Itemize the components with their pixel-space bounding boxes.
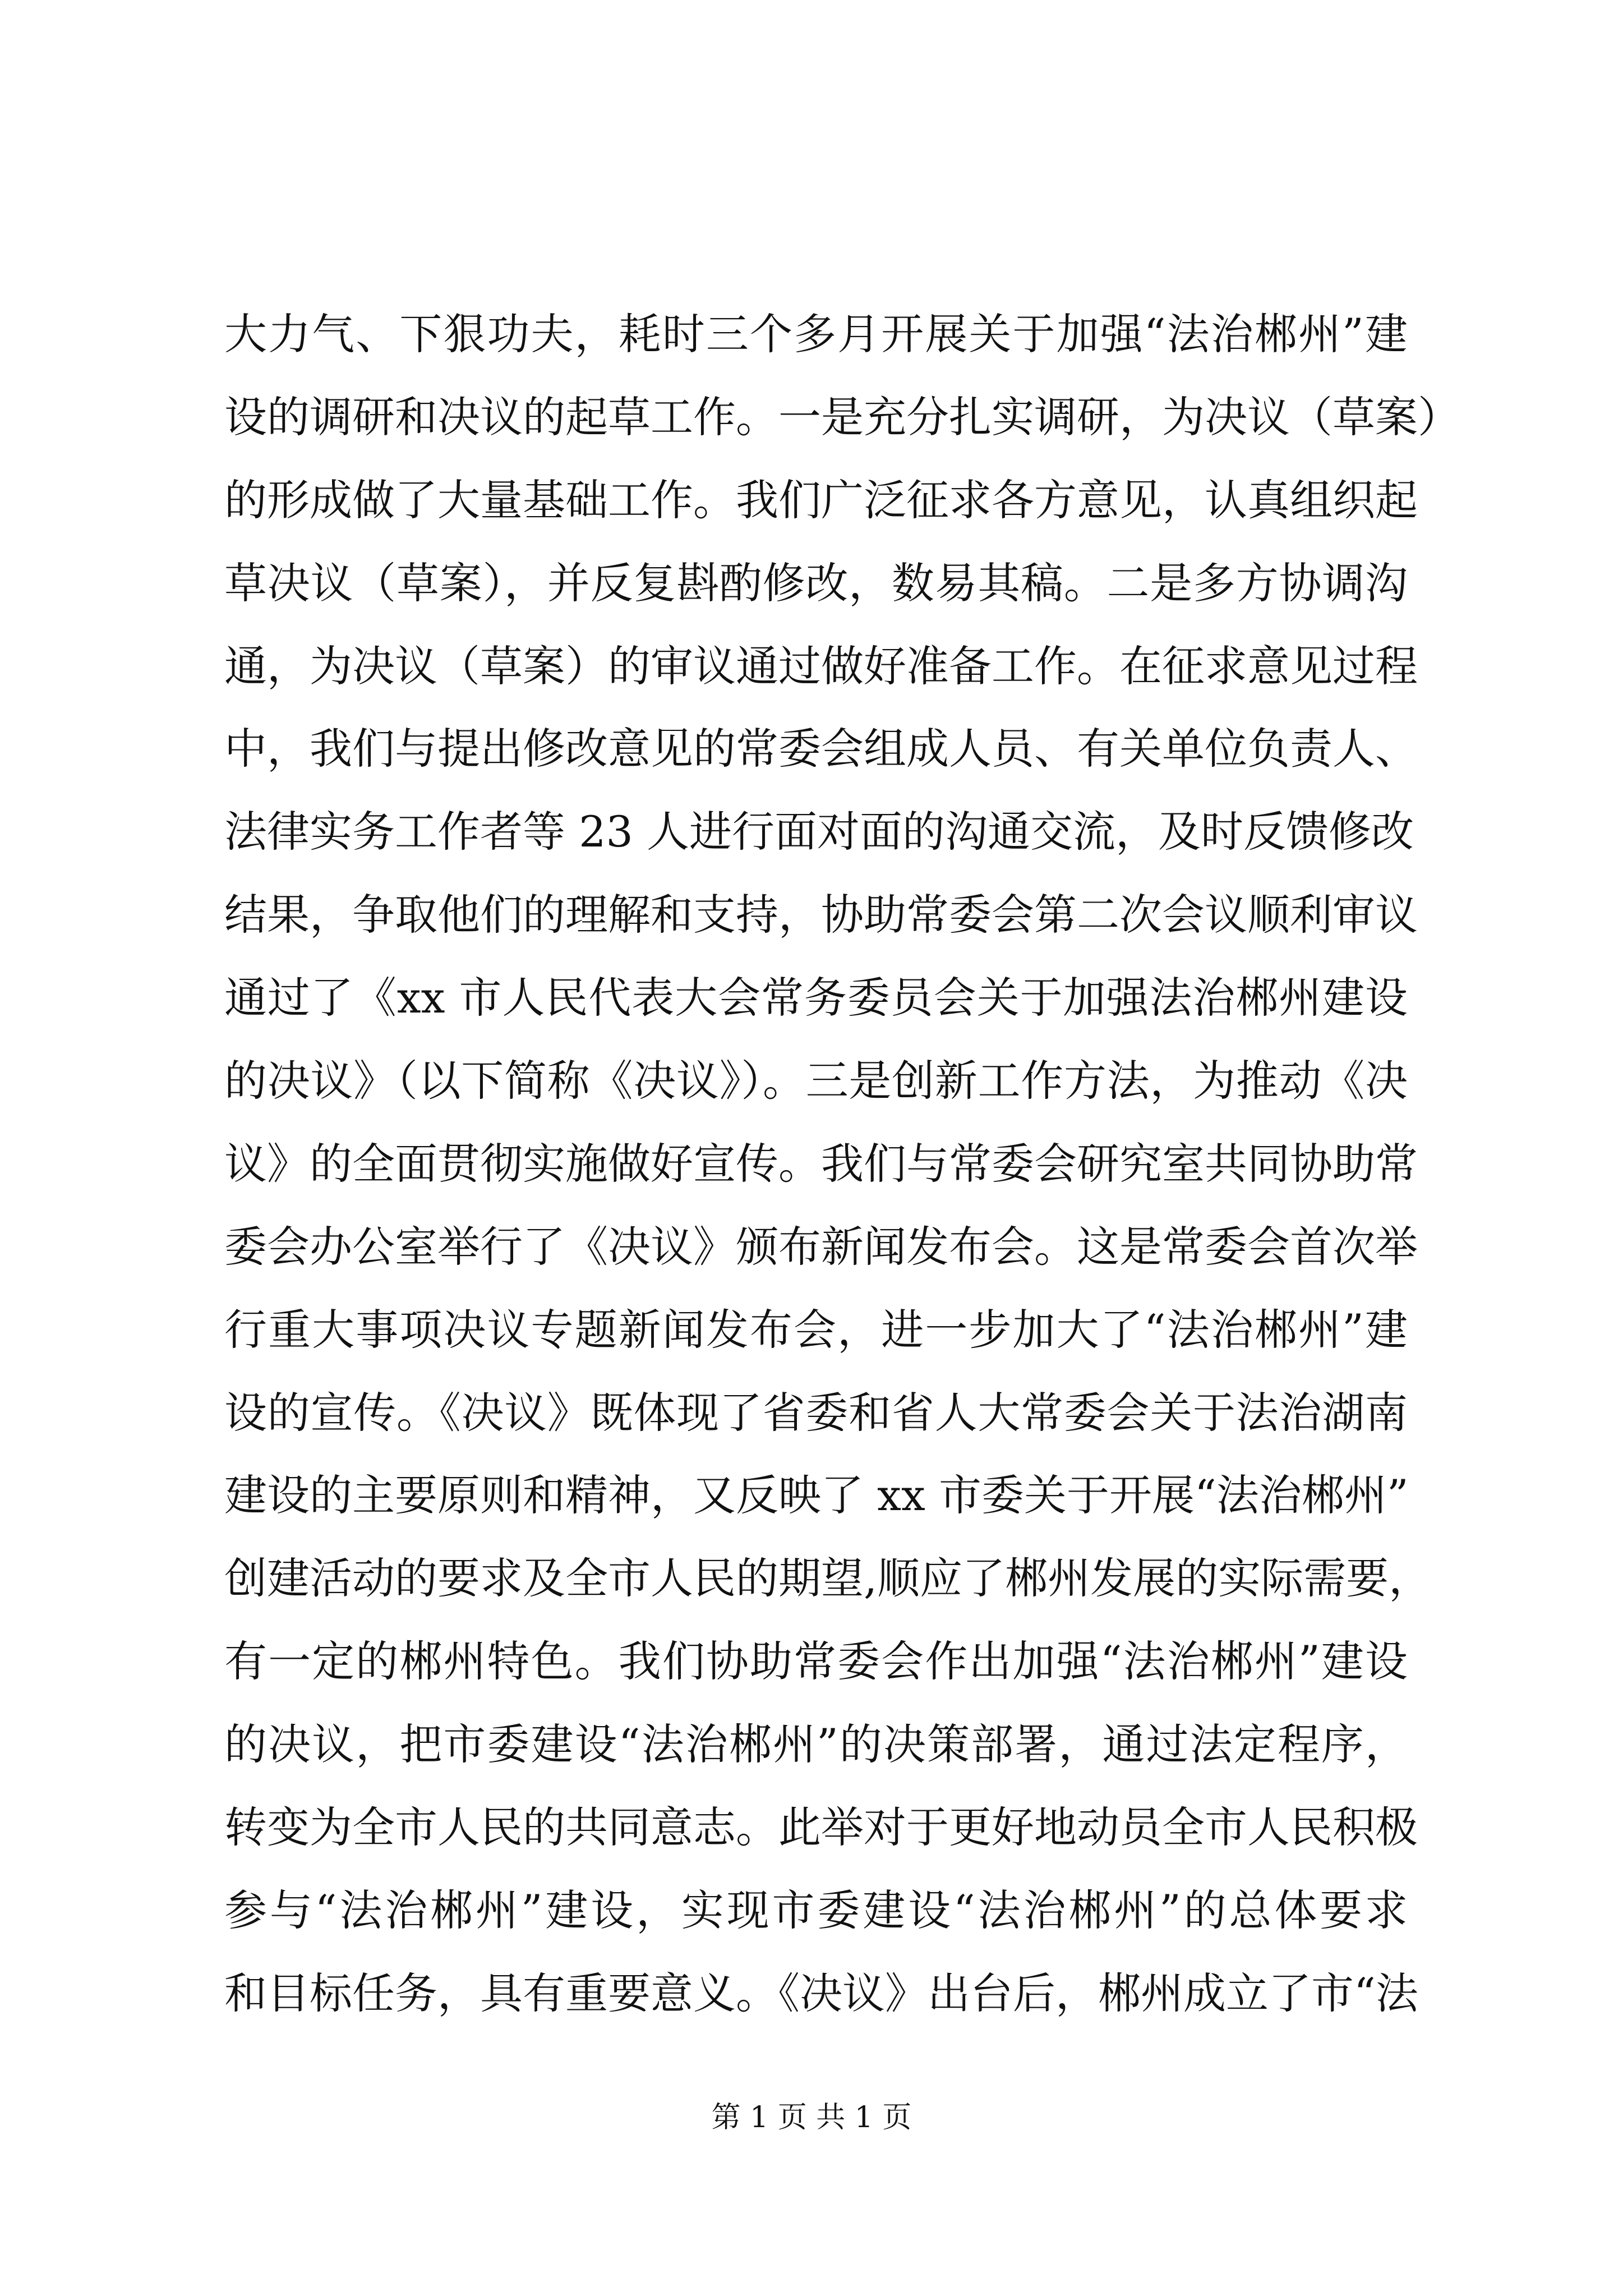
- text-line-2: 设的调研和决议的起草工作。一是充分扎实调研，为决议（草案）: [224, 392, 1460, 442]
- text-line-10: 的决议》（以下简称《决议》）。三是创新工作方法，为推动《决: [224, 1056, 1408, 1106]
- text-line-5: 通，为决议（草案）的审议通过做好准备工作。在征求意见过程: [224, 641, 1418, 691]
- text-line-20: 参与“法治郴州”建设，实现市委建设“法治郴州”的总体要求: [224, 1885, 1408, 1935]
- text-line-11: 议》的全面贯彻实施做好宣传。我们与常委会研究室共同协助常: [224, 1138, 1418, 1189]
- text-line-16: 创建活动的要求及全市人民的期望,顺应了郴州发展的实际需要，: [224, 1553, 1432, 1604]
- text-line-21: 和目标任务，具有重要意义。《决议》出台后，郴州成立了市“法: [224, 1968, 1418, 2018]
- text-line-6: 中，我们与提出修改意见的常委会组成人员、有关单位负责人、: [224, 724, 1418, 774]
- text-line-8: 结果，争取他们的理解和支持，协助常委会第二次会议顺利审议: [224, 890, 1418, 940]
- text-line-18: 的决议，把市委建设“法治郴州”的决策部署，通过法定程序，: [224, 1719, 1408, 1770]
- text-line-4: 草决议（草案），并反复斟酌修改，数易其稿。二是多方协调沟: [224, 558, 1408, 608]
- text-line-7: 法律实务工作者等 23 人进行面对面的沟通交流，及时反馈修改: [224, 807, 1414, 857]
- text-line-13: 行重大事项决议专题新闻发布会，进一步加大了“法治郴州”建: [224, 1304, 1408, 1355]
- text-line-1: 大力气、下狠功夫，耗时三个多月开展关于加强“法治郴州”建: [224, 309, 1408, 359]
- body-text: [224, 293, 1460, 2035]
- page-footer: [0, 2098, 1623, 2137]
- text-line-17: 有一定的郴州特色。我们协助常委会作出加强“法治郴州”建设: [224, 1636, 1408, 1687]
- page-number-label: 第 1 页 共 1 页: [711, 2101, 912, 2134]
- text-line-12: 委会办公室举行了《决议》颁布新闻发布会。这是常委会首次举: [224, 1221, 1418, 1272]
- text-line-14: 设的宣传。《决议》既体现了省委和省人大常委会关于法治湖南: [224, 1387, 1408, 1438]
- text-line-3: 的形成做了大量基础工作。我们广泛征求各方意见，认真组织起: [224, 475, 1418, 525]
- text-line-19: 转变为全市人民的共同意志。此举对于更好地动员全市人民积极: [224, 1802, 1418, 1853]
- text-line-9: 通过了《xx 市人民代表大会常务委员会关于加强法治郴州建设: [224, 973, 1408, 1023]
- text-line-15: 建设的主要原则和精神，又反映了 xx 市委关于开展“法治郴州”: [224, 1470, 1409, 1521]
